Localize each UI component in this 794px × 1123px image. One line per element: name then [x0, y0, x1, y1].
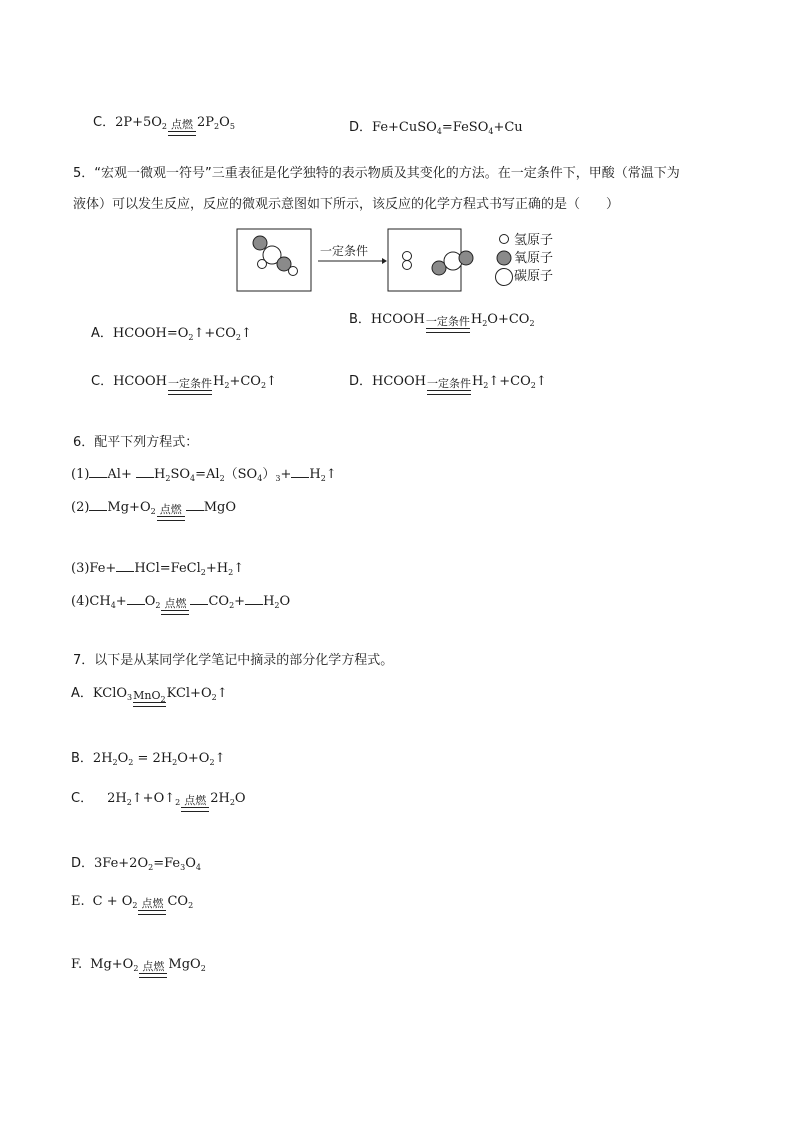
- q4-option-d: [349, 120, 523, 136]
- sub: 2: [175, 798, 181, 807]
- condition-label: 点燃: [159, 503, 182, 516]
- equation-part: HCOOH: [113, 374, 168, 389]
- hydrogen-atom: [403, 252, 412, 261]
- sub: 2: [482, 319, 488, 328]
- legend-hydrogen: 氢原子: [514, 233, 554, 248]
- equation-part: (4)CH: [71, 594, 111, 609]
- reaction-condition-arrow: [139, 961, 167, 978]
- option-label: B．: [71, 751, 93, 766]
- condition-label: [133, 690, 165, 702]
- double-line: [168, 390, 212, 395]
- reaction-condition-arrow: [161, 598, 189, 615]
- option-label: A．: [71, 686, 93, 701]
- equation-part: O+O: [177, 751, 210, 766]
- answer-blank[interactable]: [136, 467, 154, 478]
- reaction-condition-arrow: [138, 898, 166, 915]
- equation-part: ↑: [325, 467, 337, 482]
- option-label: D．: [349, 374, 373, 389]
- sub: 2: [260, 381, 267, 390]
- double-line: [161, 610, 189, 615]
- equation-part: Al+: [107, 467, 136, 482]
- sub: 2: [126, 798, 132, 807]
- equation-part: =Al: [195, 467, 220, 482]
- sub: 2: [132, 901, 138, 910]
- equation-part: 2H: [107, 791, 127, 806]
- sub: 2: [235, 333, 241, 342]
- q4-option-c: [93, 115, 235, 136]
- equation-part: O: [234, 791, 246, 806]
- q6-equation-4: [71, 594, 290, 615]
- equation-part: HCl=FeCl: [134, 561, 201, 576]
- equation-part: +H: [205, 561, 229, 576]
- answer-blank[interactable]: [190, 594, 208, 605]
- equation-part: HCOOH: [372, 374, 426, 389]
- double-line: [138, 910, 166, 915]
- equation-part: H: [471, 374, 484, 389]
- sub: 2: [148, 863, 154, 872]
- legend-carbon: 碳原子: [514, 269, 554, 284]
- condition-label: 一定条件: [168, 377, 213, 390]
- sub: 2: [160, 695, 166, 704]
- condition-label: 点燃: [142, 960, 165, 973]
- option-label: C．: [71, 791, 94, 806]
- answer-blank[interactable]: [291, 467, 309, 478]
- gas-arrow: ↑: [240, 326, 252, 341]
- reaction-condition-arrow: [168, 119, 196, 136]
- equation-part: (2): [71, 500, 90, 515]
- equation-part: H: [263, 594, 275, 609]
- arrow-head: [382, 258, 387, 264]
- gas-arrow: ↑: [214, 751, 226, 766]
- equation-part: HCOOH: [370, 312, 425, 327]
- q6-title: 6．配平下列方程式：: [73, 435, 199, 450]
- q4-option-d-label: D．: [349, 120, 373, 135]
- equation-part: H: [154, 467, 166, 482]
- equation-part: =Fe: [153, 856, 181, 871]
- q7-item-a: [71, 686, 228, 707]
- equation-part: KCl+O: [166, 686, 212, 701]
- double-line: [181, 807, 209, 812]
- sub: 4: [488, 127, 494, 136]
- equation-part: O: [117, 751, 129, 766]
- sub: 2: [274, 601, 280, 610]
- answer-blank[interactable]: [89, 500, 107, 511]
- sub: 2: [161, 122, 168, 131]
- option-label: B．: [349, 312, 371, 327]
- sub: 2: [224, 381, 230, 390]
- equation-part: KClO: [92, 686, 128, 701]
- equation-part: CO: [208, 594, 230, 609]
- sub: 3: [127, 693, 133, 702]
- q4-c-rhs: 2P: [197, 115, 215, 130]
- q4-d-mid: =FeSO: [441, 120, 489, 135]
- q5-option-b: [349, 312, 535, 333]
- equation-part: CO: [167, 894, 189, 909]
- q5-option-a: [91, 326, 252, 342]
- q5-option-d: [349, 374, 547, 395]
- sub: 2: [188, 333, 194, 342]
- q5-stem-line2: 液体）可以发生反应，反应的微观示意图如下所示，该反应的化学方程式书写正确的是（ ）: [73, 197, 620, 212]
- condition-label: 点燃: [184, 794, 207, 807]
- double-line: [133, 702, 165, 707]
- q5-option-c: [91, 374, 277, 395]
- equation-part: MgO: [168, 957, 201, 972]
- sub: 2: [320, 474, 326, 483]
- equation-part: +CO: [229, 374, 261, 389]
- sub: 2: [530, 381, 536, 390]
- answer-blank[interactable]: [186, 500, 204, 511]
- sub: 2: [219, 474, 225, 483]
- hydrogen-atom: [403, 261, 412, 270]
- q6-equation-1: [71, 467, 337, 483]
- equation-part: ）: [262, 467, 276, 482]
- sub: 2: [483, 381, 489, 390]
- diagram-arrow-label: 一定条件: [320, 244, 369, 258]
- q4-d-text: Fe+CuSO: [372, 120, 437, 135]
- equation-part: MgO: [203, 500, 236, 515]
- equation-part: H: [213, 374, 225, 389]
- equation-part: 2H: [210, 791, 230, 806]
- sub: 2: [229, 601, 235, 610]
- sub: 4: [110, 601, 116, 610]
- gas-arrow: ↑: [216, 686, 228, 701]
- q4-c-lhs: 2P+5O: [115, 115, 162, 130]
- equation-part: O: [144, 594, 156, 609]
- condition-label: 一定条件: [425, 315, 470, 328]
- gas-arrow: ↑: [266, 374, 277, 389]
- equation-part: ↑+CO: [193, 326, 236, 341]
- sub: 2: [133, 964, 139, 973]
- double-line: [426, 328, 470, 333]
- legend-hydrogen-icon: [500, 235, 509, 244]
- sub: 2: [229, 798, 235, 807]
- sub: 2: [211, 693, 217, 702]
- equation-part: (3)Fe+: [71, 561, 117, 576]
- reaction-condition-arrow: [427, 378, 471, 395]
- legend-oxygen: 氧原子: [514, 251, 554, 266]
- equation-part: HCOOH=O: [112, 326, 189, 341]
- sub: 2: [112, 758, 118, 767]
- hydrogen-atom: [289, 267, 298, 276]
- reaction-condition-arrow: [157, 504, 185, 521]
- option-label: D．: [71, 856, 95, 871]
- sub: 4: [195, 863, 201, 872]
- equation-part: ↑+O↑: [131, 791, 176, 806]
- sub: 2: [228, 568, 234, 577]
- reaction-condition-arrow: [426, 316, 470, 333]
- equation-part: +: [234, 594, 246, 609]
- option-label: E.: [71, 894, 85, 909]
- answer-blank[interactable]: [116, 561, 134, 572]
- hydrogen-atom: [258, 260, 267, 269]
- q5-stem-line1: 5．“宏观一微观一符号”三重表征是化学独特的表示物质及其变化的方法。在一定条件下，甲酸（常温下为: [73, 166, 680, 181]
- option-label: A．: [91, 326, 113, 341]
- equation-part: (1): [71, 467, 90, 482]
- q6-equation-2: [71, 500, 236, 521]
- q7-item-c: [71, 791, 246, 812]
- double-line: [427, 390, 471, 395]
- double-line: [168, 131, 196, 136]
- reaction-condition-arrow: [168, 378, 212, 395]
- option-label: F.: [71, 957, 83, 972]
- equation-part: ↑: [233, 561, 245, 576]
- equation-part: O: [185, 856, 196, 871]
- equation-part: = 2H: [133, 751, 173, 766]
- q7-item-b: [71, 751, 225, 767]
- equation-part: SO: [170, 467, 191, 482]
- equation-part: +: [280, 467, 292, 482]
- answer-blank[interactable]: [89, 467, 107, 478]
- oxygen-atom: [253, 236, 267, 250]
- condition-label: 点燃: [141, 897, 164, 910]
- sub: 4: [257, 474, 263, 483]
- gas-arrow: ↑: [535, 374, 547, 389]
- q7-item-f: [71, 957, 206, 978]
- equation-part: H: [309, 467, 321, 482]
- legend-carbon-icon: [496, 269, 513, 286]
- equation-part: +: [115, 594, 127, 609]
- sub: 2: [155, 601, 161, 610]
- sub: 2: [529, 319, 535, 328]
- equation-part: O: [279, 594, 291, 609]
- sub: 2: [200, 964, 206, 973]
- q7-item-d: [71, 856, 201, 872]
- sub: 2: [172, 758, 178, 767]
- sub: 2: [150, 507, 156, 516]
- equation-part: （SO: [224, 467, 258, 482]
- condition-label: 点燃: [171, 118, 194, 131]
- equation-part: Mg+O: [107, 500, 151, 515]
- sub: 3: [180, 863, 186, 872]
- q4-option-c-label: C．: [93, 115, 116, 130]
- q4-d-tail: +Cu: [493, 120, 523, 135]
- equation-part: ↑+CO: [488, 374, 531, 389]
- reaction-condition-arrow: [133, 690, 165, 707]
- sub: 2: [165, 474, 171, 483]
- reaction-condition-arrow: [181, 795, 209, 812]
- sub: 2: [209, 758, 215, 767]
- equation-part: C + O: [92, 894, 133, 909]
- equation-part: Mg+O: [90, 957, 134, 972]
- equation-part: O+CO: [487, 312, 530, 327]
- answer-blank[interactable]: [245, 594, 263, 605]
- equation-part: 3Fe+2O: [94, 856, 149, 871]
- sub: 2: [214, 122, 220, 131]
- sub: 2: [200, 568, 206, 577]
- q6-equation-3: [71, 561, 244, 577]
- catalyst-text: MnO: [133, 689, 161, 702]
- oxygen-atom: [459, 251, 473, 265]
- equation-part: H: [470, 312, 483, 327]
- sub: 4: [190, 474, 196, 483]
- sub: 5: [229, 122, 235, 131]
- condition-label: 点燃: [164, 597, 187, 610]
- q7-item-e: [71, 894, 193, 915]
- sub: 2: [188, 901, 194, 910]
- q7-title: 7．以下是从某同学化学笔记中摘录的部分化学方程式。: [73, 653, 394, 668]
- answer-blank[interactable]: [127, 594, 145, 605]
- double-line: [139, 973, 167, 978]
- legend-oxygen-icon: [497, 251, 511, 265]
- condition-label: 一定条件: [426, 377, 471, 390]
- sub: 3: [275, 474, 281, 483]
- equation-part: 2H: [92, 751, 113, 766]
- o-letter: O: [219, 115, 230, 130]
- option-label: C．: [91, 374, 114, 389]
- double-line: [157, 516, 185, 521]
- sub: 4: [436, 127, 442, 136]
- sub: 2: [128, 758, 134, 767]
